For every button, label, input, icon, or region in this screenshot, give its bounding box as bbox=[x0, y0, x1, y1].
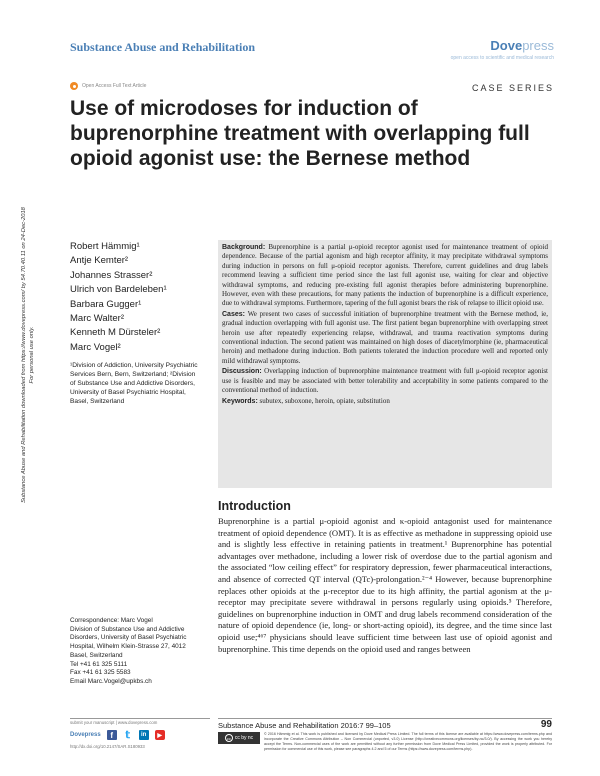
linkedin-icon[interactable]: in bbox=[139, 730, 149, 740]
publisher-brand bbox=[451, 38, 554, 53]
author: Marc Walter² bbox=[70, 313, 125, 325]
author: Johannes Strasser² bbox=[70, 269, 153, 281]
abstract-cases bbox=[222, 310, 548, 366]
correspondence-email[interactable]: Email Marc.Vogel@upkbs.ch bbox=[70, 677, 152, 685]
facebook-icon[interactable]: f bbox=[107, 730, 117, 740]
abstract-discussion-label: Discussion: bbox=[222, 368, 262, 376]
footer-brand[interactable]: Dovepress bbox=[70, 732, 101, 738]
download-note-line2: For personal use only. bbox=[29, 326, 35, 384]
download-side-note bbox=[20, 145, 40, 565]
submit-manuscript-link[interactable]: submit your manuscript | www.dovepress.com bbox=[70, 720, 158, 725]
abstract-keywords bbox=[222, 397, 548, 406]
abstract-background-label: Background: bbox=[222, 244, 266, 251]
correspondence-line: Hospital, Wilhelm Klein-Strasse 27, 4012 bbox=[70, 643, 186, 651]
publisher-brand-primary: Dove bbox=[490, 38, 523, 53]
affiliations: ¹Division of Addiction, University Psychiatric Services Bern, Bern, Switzerland; ²Division of Substance Use and Addictive Disorders, University of Basel Psychiatric Hospital, Basel, Switzerland bbox=[70, 362, 198, 405]
introduction-body: Buprenorphine is a partial μ-opioid agonist and κ-opioid antagonist used for maintenance treatment of opioid dependence (OMT). It is as effective as methadone in suppressing opioid use and is slightly less effective in retaining patients in treatment.¹ Buprenorphine has potential advantages over methadone, including a lower risk of overdose due to the partial agonism and the associated “low ceiling effect” for respiratory depression, fewer pharmaceutical interactions, and absence of corrected QT interval (QTc)-prolongation.²⁻⁴ However, because buprenorphine replaces other opioids at the μ-receptor due to its high affinity, the partial agonism at the μ-receptor may precipitate severe withdrawal in persons regularly using opioids.⁵ Therefore, guidelines on buprenorphine induction in OMT and drug labels recommend consideration of the nature of opioid dependence (ie, long- or short-acting opioid), its degree, and the time since last opioid use;⁴⁶⁷ physicians should leave sufficient time between last use of opioid agonist and buprenorphine. This time depends on the opioid used and ranges between bbox=[218, 516, 552, 654]
abstract-cases-label: Cases: bbox=[222, 310, 245, 318]
abstract-background bbox=[222, 243, 548, 309]
author: Kenneth M Dürsteler² bbox=[70, 327, 161, 339]
open-access-icon bbox=[70, 82, 78, 90]
article-title: Use of microdoses for induction of buprenorphine treatment with overlapping full opioid agonist use: the Bernese method bbox=[70, 97, 530, 170]
author: Marc Vogel² bbox=[70, 341, 121, 353]
correspondence-line: Division of Substance Use and Addictive bbox=[70, 625, 185, 633]
abstract-discussion-text: Overlapping induction of buprenorphine maintenance treatment with full μ-opioid receptor agonist use is feasible and may be associated with better tolerability and acceptability in some patients compared to the conventional method of induction. bbox=[222, 367, 549, 395]
correspondence-line: Correspondence: Marc Vogel bbox=[70, 617, 153, 624]
cc-badge-label: cc by nc bbox=[234, 735, 254, 741]
footer-brand-row bbox=[70, 730, 210, 740]
creative-commons-badge[interactable] bbox=[218, 732, 260, 744]
abstract-background-text: Buprenorphine is a partial μ-opioid receptor agonist used for maintenance treatment of opioid dependence. Because of the partial agonism and high receptor affinity, it may precipitate withdrawal symptoms during induction in persons on full μ-opioid receptor agonists. Therefore, current guidelines and drug labels recommend leaving a sufficient time period since the last full agonist use, waiting for clear and objective withdrawal symptoms, and reducing pre-existing full agonist therapies before administering buprenorphine. However, even with these precautions, for many patients the induction of buprenorphine is a difficult experience, due to withdrawal symptoms. Furthermore, tapering of the full agonist bears the risk of relapse to illicit opioid use. bbox=[222, 243, 549, 308]
footer-divider-left bbox=[70, 718, 210, 719]
correspondence-line: Basel, Switzerland bbox=[70, 651, 123, 659]
open-access-badge bbox=[70, 82, 146, 90]
author: Ulrich von Bardeleben¹ bbox=[70, 284, 167, 296]
page-number: 99 bbox=[540, 719, 552, 730]
youtube-icon[interactable]: ▶ bbox=[155, 730, 165, 740]
abstract-keywords-text: subutex, suboxone, heroin, opiate, substitution bbox=[259, 396, 390, 405]
doi-link[interactable]: http://dx.doi.org/10.2147/SAR.S180933 bbox=[70, 744, 145, 749]
correspondence-block bbox=[70, 617, 206, 687]
publisher-brand-secondary: press bbox=[522, 38, 554, 53]
cc-icon: cc bbox=[226, 735, 231, 741]
article-type: CASE SERIES bbox=[471, 83, 554, 93]
correspondence-line: Disorders, University of Basel Psychiatric bbox=[70, 634, 187, 642]
abstract-discussion bbox=[222, 367, 548, 395]
footer-journal-citation: Substance Abuse and Rehabilitation 2016:7 99–105 bbox=[218, 721, 391, 730]
footer-divider-right bbox=[218, 718, 552, 719]
download-note-line1: Substance Abuse and Rehabilitation downloaded from https://www.dovepress.com/ by 54.70.40.11 on 24-Dec-2018 bbox=[21, 207, 27, 503]
abstract-box bbox=[218, 240, 552, 488]
abstract-cases-text: We present two cases of successful initiation of buprenorphine treatment with the Bernese method, ie, gradual induction overlapping with full agonist use. The first patient began buprenorphine with overlapping street heroin use after repeatedly experiencing relapse, withdrawal, and trauma reactivation symptoms during conventional induction. The second patient was maintained on high doses of diacetylmorphine (ie, pharmaceutical heroin) and methadone during induction. Both patients tolerated the induction procedure well and reported only mild withdrawal symptoms. bbox=[222, 309, 549, 365]
section-heading-introduction: Introduction bbox=[218, 499, 291, 513]
footer-left bbox=[70, 720, 210, 749]
twitter-icon[interactable]: 𝕥 bbox=[125, 729, 131, 741]
author: Robert Hämmig¹ bbox=[70, 241, 140, 252]
author: Antje Kemter² bbox=[70, 255, 129, 267]
abstract-keywords-label: Keywords: bbox=[222, 397, 258, 405]
correspondence-fax: Fax +41 61 325 5583 bbox=[70, 669, 131, 677]
journal-title: Substance Abuse and Rehabilitation bbox=[70, 40, 256, 54]
license-row bbox=[218, 732, 552, 752]
license-text: © 2016 Hämmig et al. This work is published and licensed by Dove Medical Press Limited. The full terms of this license are available at https://www.dovepress.com/terms.php and incorporate the Creative Commons Attribution – Non Commercial (unported, v3.0) License (http://creativecommons.org/licenses/by-nc/3.0/). By accessing the work you hereby accept the Terms. Non-commercial uses of the work are permitted without any further permission from Dove Medical Press Limited, provided the work is properly attributed. For permission for commercial use of this work, please see paragraphs 4.2 and 5 of our Terms (https://www.dovepress.com/terms.php). bbox=[264, 732, 552, 751]
correspondence-phone: Tel +41 61 325 5111 bbox=[70, 660, 128, 668]
author-list bbox=[70, 240, 200, 355]
open-access-label: Open Access Full Text Article bbox=[82, 83, 147, 89]
author: Barbara Gugger¹ bbox=[70, 298, 142, 310]
publisher-tagline: open access to scientific and medical research bbox=[450, 55, 554, 61]
publisher-logo[interactable] bbox=[451, 38, 554, 61]
